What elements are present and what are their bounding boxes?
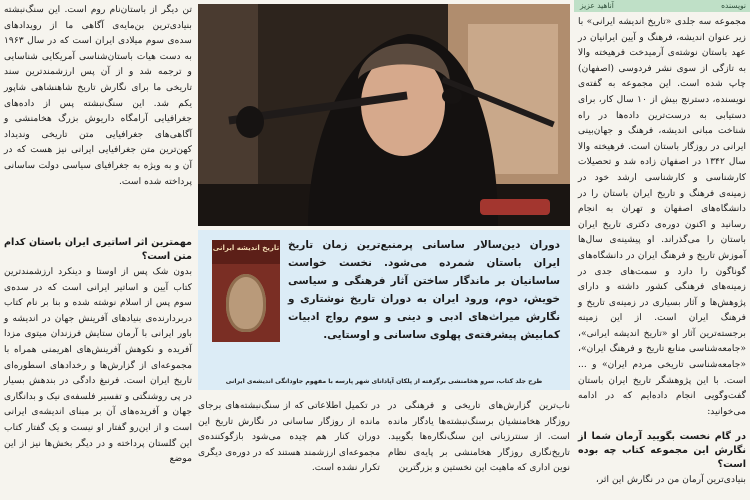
author-role: نویسنده bbox=[721, 1, 746, 10]
book-caption: طرح جلد کتاب، سرو هخامنشی برگرفته از پلکان آپادانای شهر پارسه با مفهوم جاودانگی اندیشه‌ی ایرانی bbox=[225, 378, 543, 385]
middle-right-paragraph: ناب‌ترین گزارش‌های تاریخی و فرهنگی در روزگار هخامنشیان برسنگ‌نبشته‌ها یادگار مانده است. از سنترزبانی این سنگ‌نگاره‌ها بگویید. تاریخ‌نگاری روزگار هخامنشی بر پایه‌ی نظام نوین اداری که ماهیت این نخستین و بزرگترین bbox=[388, 400, 570, 474]
book-feature-box bbox=[198, 230, 570, 390]
question-heading: در گام نخست بگویید آرمان شما از نگارش این مجموعه کتاب چه بوده است؟ bbox=[578, 431, 746, 470]
answer-paragraph: بنیادی‌ترین آرمان من در نگارش این اثر، bbox=[595, 474, 746, 485]
book-highlight-quote: دوران دین‌سالار ساسانی پرمنبع‌ترین زمان تاریخ ایران باستان شمرده می‌شود. نخست خواست ساسانیان بر ماندگار ساختن آثار فرهنگی و سیاسی خویش، دوم، ورود ایران به دوران تاریخ نوشتاری و نگارش میراث‌های ادبی و دینی و سوم رواج ادبیات کمابیش پیشرفته‌ی پهلوی ساسانی و اوستایی. bbox=[288, 239, 560, 341]
middle-left-paragraph: در تکمیل اطلاعاتی که از سنگ‌نبشته‌های برجای مانده از روزگار ساسانی در نگارش تاریخ این دوران کنار هم چیده می‌شود بازگوکننده‌ی مجموعه‌ای ارزشمند هستند که در دوره‌ی دیگری تکرار نشده است. bbox=[198, 400, 380, 474]
middle-right-text bbox=[388, 398, 570, 476]
middle-left-text bbox=[198, 398, 380, 476]
left-question-heading: مهمترین اثر اساتیری ایران باستان کدام متن است؟ bbox=[4, 237, 192, 262]
author-photo bbox=[198, 4, 570, 226]
book-cover bbox=[212, 240, 280, 342]
right-column-intro bbox=[578, 14, 746, 419]
intro-paragraph: مجموعه سه جلدی «تاریخ اندیشه ایرانی» با زیر عنوان اندیشه، فرهنگ و آیین ایرانیان در عهد باستان نوشته‌ی آرمیدخت فرهیخته والا به تازگی از سوی نشر فردوسی (اصفهان) چاپ شده است. این مجموعه به گفته‌ی نویسنده، دسترنج بیش از ۱۰ سال کار، برای دستیابی به درست‌ترین داده‌ها در راه شناخت مبانی اندیشه، فرهنگ و جهان‌بینی ایرانی در روزگار باستان است. فرهیخته والا سال ۱۳۴۲ در اصفهان زاده شد و تحصیلات کارشناسی و کارشناسی ارشد خود در زمینه‌ی فرهنگ و تاریخ ایران باستان را در دانشگاه‌های اصفهان و تهران به انجام رسانید و اکنون دوره‌ی دکتری تاریخ ایران باستان را می‌گذراند. او پیشینه‌ی سال‌ها آموزش تاریخ و فرهنگ ایران در دانشگاه‌های گوناگون را دارد و سمت‌های جدی در زمینه‌های فرهنگی کشور داشته و دارای پژوهش‌ها و آثار بسیاری در زمینه‌ی تاریخ و فرهنگ ایران است. از این زمینه برجسته‌ترین آثار او «تاریخ اندیشه ایرانی»، «جامعه‌شناسی منابع تاریخ و فرهنگ ایران»، «جامعه‌شناسی تاریخی مردم ایران» و ... است. با این پژوهشگر تاریخ ایران باستان گفت‌وگویی انجام داده‌ایم که در ادامه می‌خوانید: bbox=[578, 16, 746, 417]
photo-illustration bbox=[198, 4, 570, 226]
cypress-motif-icon bbox=[226, 274, 266, 332]
left-column-text bbox=[4, 2, 192, 189]
right-column-question bbox=[578, 430, 746, 488]
author-byline bbox=[574, 0, 750, 12]
author-name: آناهید عزیز bbox=[580, 1, 614, 10]
left-column-question bbox=[4, 236, 192, 467]
left-paragraph-1: تن دیگر از باستان‌نام روم است. این سنگ‌نبشته بنیادی‌ترین بن‌مایه‌ی آگاهی ما از رویدادهای سده‌ی سوم میلادی ایران است که در سال ۱۹۶۳ به دست هیات باستان‌شناسی آمریکایی شناسایی و ترجمه شد و از آن پس ارزشمندترین سند تاریخی ما برای نگارش تاریخ شاهنشاهی شاپور یکم شد. این سنگ‌نبشته پس از داده‌های جغرافیایی آرامگاه داریوش بزرگ هخامنشی و آگاهی‌های جغرافیایی متن تاریخی وندیداد کهن‌ترین متن جغرافیایی ایرانی نیز هست که در آن و به ویژه به جغرافیای سیاسی دولت ساسانی پرداخته شده است. bbox=[4, 4, 192, 187]
left-paragraph-2: بدون شک پس از اوستا و دینکرد ارزشمندترین کتاب آیین و اساتیر ایرانی است که در سده‌ی سوم پس از اسلام نوشته شده و بنا بر نام کتاب دربردارنده‌ی بنیادهای آفرینش جهان در اندیشه و باور ایرانی با آرمان ستایش فرزندان میتوی مزدا آفریده و نکوهش آفرینش‌های اهریمنی همراه با مجموعه‌ای از گزارش‌ها و رخدادهای اسطوره‌ای تاریخ ایران است. فرنبغ دادگی در بندهش بسیار در پی روشنگتی و تفسیر فلسفه‌ی نیک و بدانگاری جهان و آفریده‌های آن بر مبنای اندیشه‌ی ایرانی است و از این‌رو گفتار او نیست و یک گفتار کتاب این گلستان پرداخته و در دیگر بخش‌ها نیز از این موضع bbox=[4, 266, 192, 465]
book-cover-title: تاریخ اندیشه ایرانی bbox=[212, 244, 280, 252]
